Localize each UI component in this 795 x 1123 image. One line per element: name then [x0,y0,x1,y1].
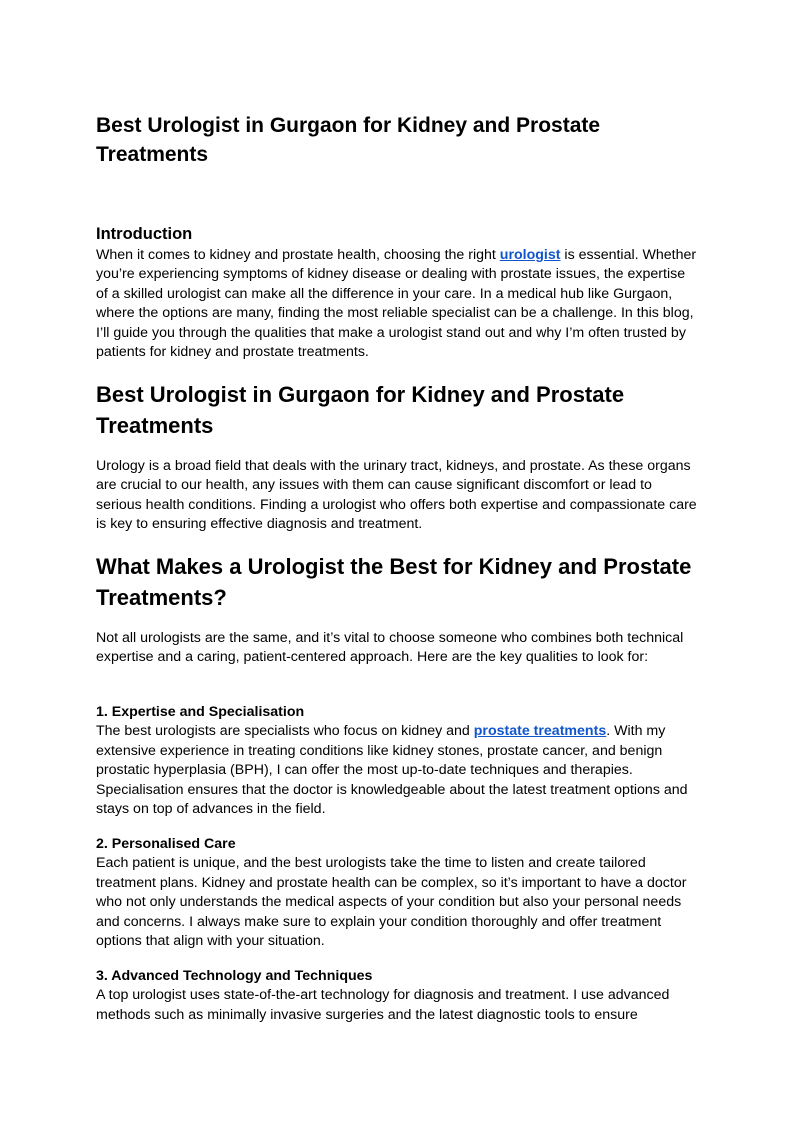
intro-text-start: When it comes to kidney and prostate health, choosing the right [96,247,500,263]
intro-text-end: is essential. Whether you’re experiencing symptoms of kidney disease or dealing with prostate issues, the expertise of a skilled urologist can make all the difference in your care. In a medical hub like Gurgaon, where the options are many, finding the most reliable specialist can be a challenge. In this blog, I’ll guide you through the qualities that make a urologist stand out and why I’m often trusted by patients for kidney and prostate treatments. [96,247,697,361]
section-heading-best-urologist: Best Urologist in Gurgaon for Kidney and Prostate Treatments [96,382,625,438]
intro-heading: Introduction [96,225,193,243]
prostate-treatments-link[interactable]: prostate treatments [473,723,607,740]
quality-personalised-care [96,835,700,951]
quality-expertise [96,703,700,819]
quality-advanced-technology [96,967,700,1025]
quality-expertise-text-start: The best urologists are specialists who focus on kidney and [96,723,474,740]
urologist-link[interactable]: urologist [499,247,561,263]
section-heading-what-makes: What Makes a Urologist the Best for Kidney and Prostate Treatments? [96,554,692,610]
quality-expertise-title: 1. Expertise and Specialisation [96,704,305,720]
intro-paragraph [96,246,700,362]
quality-advanced-technology-title: 3. Advanced Technology and Techniques [96,968,373,984]
quality-advanced-technology-text: A top urologist uses state-of-the-art technology for diagnosis and treatment. I use advanced methods such as minimally invasive surgeries and the latest diagnostic tools to ensure [96,987,670,1023]
quality-personalised-care-text: Each patient is unique, and the best urologists take the time to listen and create tailored treatment plans. Kidney and prostate health can be complex, so it’s important to have a doctor who not only understands the medical aspects of your condition but also your personal needs and concerns. I always make sure to explain your condition thoroughly and offer treatment options that align with your situation. [96,855,687,950]
quality-expertise-text-end: . With my extensive experience in treating conditions like kidney stones, prostate cancer, and benign prostatic hyperplasia (BPH), I can offer the most up-to-date techniques and therapies. Specialisation ensures that the doctor is knowledgeable about the latest treatment options and stays on top of advances in the field. [96,723,688,818]
section-paragraph-urology: Urology is a broad field that deals with the urinary tract, kidneys, and prostate. As these organs are crucial to our health, any issues with them can cause significant discomfort or lead to serious health conditions. Finding a urologist who offers both expertise and compassionate care is key to ensuring effective diagnosis and treatment. [96,458,697,533]
document-title: Best Urologist in Gurgaon for Kidney and Prostate Treatments [96,114,601,166]
section-paragraph-qualities: Not all urologists are the same, and it’s vital to choose someone who combines both technical expertise and a caring, patient-centered approach. Here are the key qualities to look for: [96,630,684,666]
quality-personalised-care-title: 2. Personalised Care [96,836,236,852]
